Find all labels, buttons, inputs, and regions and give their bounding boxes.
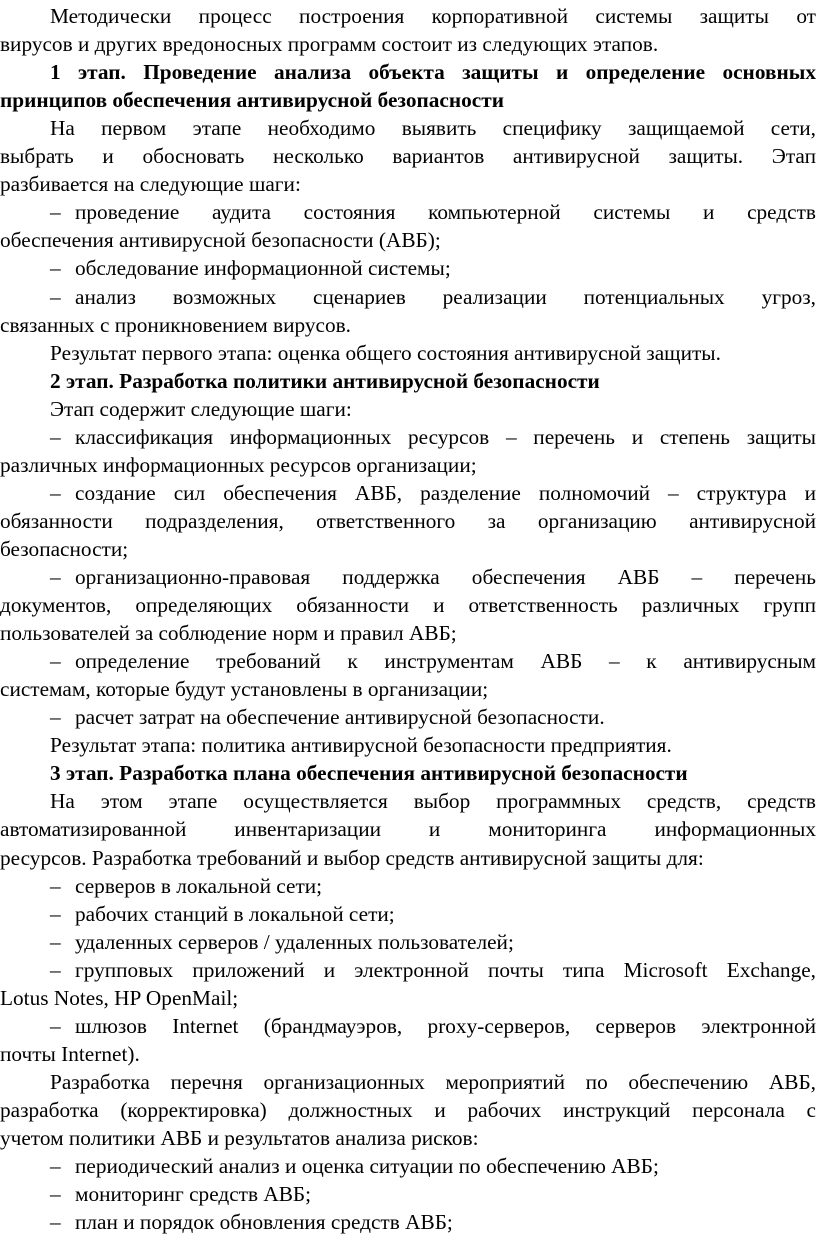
text-line bbox=[50, 1067, 816, 1097]
text-line bbox=[0, 506, 816, 536]
text-line bbox=[0, 1039, 816, 1069]
line-text: различных информационных ресурсов организации; bbox=[0, 452, 477, 477]
bullet-line bbox=[50, 871, 816, 901]
text-line bbox=[50, 1, 816, 31]
bullet-line bbox=[50, 927, 816, 957]
line-text: обязанности подразделения, ответственного за организацию антивирусной bbox=[0, 508, 816, 533]
bullet-line bbox=[50, 478, 816, 508]
text-line bbox=[0, 169, 816, 199]
line-text: 2 этап. Разработка политики антивирусной безопасности bbox=[50, 368, 600, 393]
line-text: 1 этап. Проведение анализа объекта защиты и определение основных bbox=[50, 60, 816, 85]
dash-marker: – bbox=[50, 957, 61, 982]
text-line bbox=[50, 338, 816, 368]
line-text: связанных с проникновением вирусов. bbox=[0, 312, 352, 337]
bullet-line bbox=[50, 955, 816, 985]
text-line bbox=[0, 29, 816, 59]
heading-line bbox=[50, 366, 816, 396]
dash-marker: – bbox=[50, 1182, 61, 1207]
dash-marker: – bbox=[50, 200, 61, 225]
line-text: почты Internet). bbox=[0, 1041, 140, 1066]
line-text: Результат этапа: политика антивирусной безопасности предприятия. bbox=[50, 733, 672, 758]
text-line bbox=[0, 225, 816, 255]
dash-marker: – bbox=[50, 873, 61, 898]
line-text: шлюзов Internet (брандмауэров, proxy-серверов, серверов электронной bbox=[75, 1013, 816, 1038]
dash-marker: – bbox=[50, 284, 61, 309]
line-text: На этом этапе осуществляется выбор программных средств, средств bbox=[50, 789, 816, 814]
line-text: мониторинг средств АВБ; bbox=[75, 1182, 312, 1207]
line-text: классификация информационных ресурсов – перечень и степень защиты bbox=[75, 424, 816, 449]
bullet-line bbox=[50, 282, 816, 312]
text-line bbox=[0, 843, 816, 873]
text-line bbox=[0, 814, 816, 844]
line-text: безопасности; bbox=[0, 536, 129, 561]
line-text: системам, которые будут установлены в организации; bbox=[0, 677, 489, 702]
line-text: определение требований к инструментам АВБ – к антивирусным bbox=[75, 649, 816, 674]
line-text: пользователей за соблюдение норм и правил АВБ; bbox=[0, 621, 457, 646]
bullet-line bbox=[50, 1179, 816, 1209]
line-text: Lotus Notes, HP OpenMail; bbox=[0, 985, 239, 1010]
text-line bbox=[0, 310, 816, 340]
dash-marker: – bbox=[50, 565, 61, 589]
text-line bbox=[0, 1123, 816, 1153]
text-line bbox=[0, 590, 816, 620]
line-text: разбивается на следующие шаги: bbox=[0, 172, 301, 197]
line-text: ресурсов. Разработка требований и выбор средств антивирусной защиты для: bbox=[0, 845, 704, 870]
text-line bbox=[0, 534, 816, 564]
line-text: расчет затрат на обеспечение антивирусной безопасности. bbox=[75, 705, 605, 730]
dash-marker: – bbox=[50, 480, 61, 505]
line-text: удаленных серверов / удаленных пользователей; bbox=[75, 929, 514, 954]
bullet-line bbox=[50, 253, 816, 283]
bullet-line bbox=[50, 422, 816, 452]
text-line bbox=[50, 394, 816, 424]
dash-marker: – bbox=[50, 1210, 61, 1235]
line-text: Разработка перечня организационных мероприятий по обеспечению АВБ, bbox=[50, 1069, 816, 1094]
dash-marker: – bbox=[50, 649, 61, 674]
line-text: организационно-правовая поддержка обеспечения АВБ – перечень bbox=[75, 565, 816, 589]
bullet-line bbox=[50, 1011, 816, 1041]
line-text: 3 этап. Разработка плана обеспечения антивирусной безопасности bbox=[50, 761, 688, 786]
bullet-line bbox=[50, 1207, 816, 1237]
bullet-line bbox=[50, 646, 816, 676]
dash-marker: – bbox=[50, 705, 61, 730]
dash-marker: – bbox=[50, 901, 61, 926]
line-text: учетом политики АВБ и результатов анализа рисков: bbox=[0, 1126, 479, 1150]
text-line bbox=[0, 618, 816, 648]
line-text: план и порядок обновления средств АВБ; bbox=[75, 1210, 453, 1235]
line-text: групповых приложений и электронной почты типа Microsoft Exchange, bbox=[75, 957, 816, 982]
line-text: анализ возможных сценариев реализации потенциальных угроз, bbox=[75, 284, 816, 309]
text-line bbox=[50, 113, 816, 143]
line-text: создание сил обеспечения АВБ, разделение полномочий – структура и bbox=[75, 480, 816, 505]
line-text: Результат первого этапа: оценка общего состояния антивирусной защиты. bbox=[50, 340, 721, 365]
text-line bbox=[0, 450, 816, 480]
line-text: обследование информационной системы; bbox=[75, 256, 451, 281]
line-text: принципов обеспечения антивирусной безопасности bbox=[0, 88, 504, 113]
bullet-line bbox=[50, 702, 816, 732]
line-text: автоматизированной инвентаризации и мониторинга информационных bbox=[0, 817, 816, 842]
heading-line bbox=[0, 85, 816, 115]
heading-line bbox=[50, 57, 816, 87]
text-line bbox=[0, 141, 816, 171]
line-text: Этап содержит следующие шаги: bbox=[50, 396, 352, 421]
text-line bbox=[0, 674, 816, 704]
text-line bbox=[50, 786, 816, 816]
line-text: разработка (корректировка) должностных и рабочих инструкций персонала с bbox=[0, 1097, 816, 1122]
bullet-line bbox=[50, 197, 816, 227]
dash-marker: – bbox=[50, 424, 61, 449]
bullet-line bbox=[50, 899, 816, 929]
dash-marker: – bbox=[50, 929, 61, 954]
line-text: серверов в локальной сети; bbox=[75, 873, 323, 898]
bullet-line bbox=[50, 562, 816, 592]
line-text: выбрать и обосновать несколько вариантов антивирусной защиты. Этап bbox=[0, 144, 816, 169]
line-text: рабочих станций в локальной сети; bbox=[75, 901, 395, 926]
line-text: вирусов и других вредоносных программ состоит из следующих этапов. bbox=[0, 32, 659, 57]
bullet-line bbox=[50, 1151, 816, 1181]
dash-marker: – bbox=[50, 1013, 61, 1038]
line-text: Методически процесс построения корпоративной системы защиты от bbox=[50, 4, 816, 28]
dash-marker: – bbox=[50, 1154, 61, 1179]
text-line bbox=[0, 983, 816, 1013]
line-text: проведение аудита состояния компьютерной системы и средств bbox=[75, 200, 816, 225]
line-text: документов, определяющих обязанности и ответственность различных групп bbox=[0, 593, 816, 618]
line-text: На первом этапе необходимо выявить специфику защищаемой сети, bbox=[50, 116, 816, 141]
dash-marker: – bbox=[50, 256, 61, 281]
line-text: обеспечения антивирусной безопасности (АВБ); bbox=[0, 228, 441, 253]
text-line bbox=[0, 1095, 816, 1125]
line-text: периодический анализ и оценка ситуации по обеспечению АВБ; bbox=[75, 1154, 659, 1179]
heading-line bbox=[50, 758, 816, 788]
text-line bbox=[50, 730, 816, 760]
